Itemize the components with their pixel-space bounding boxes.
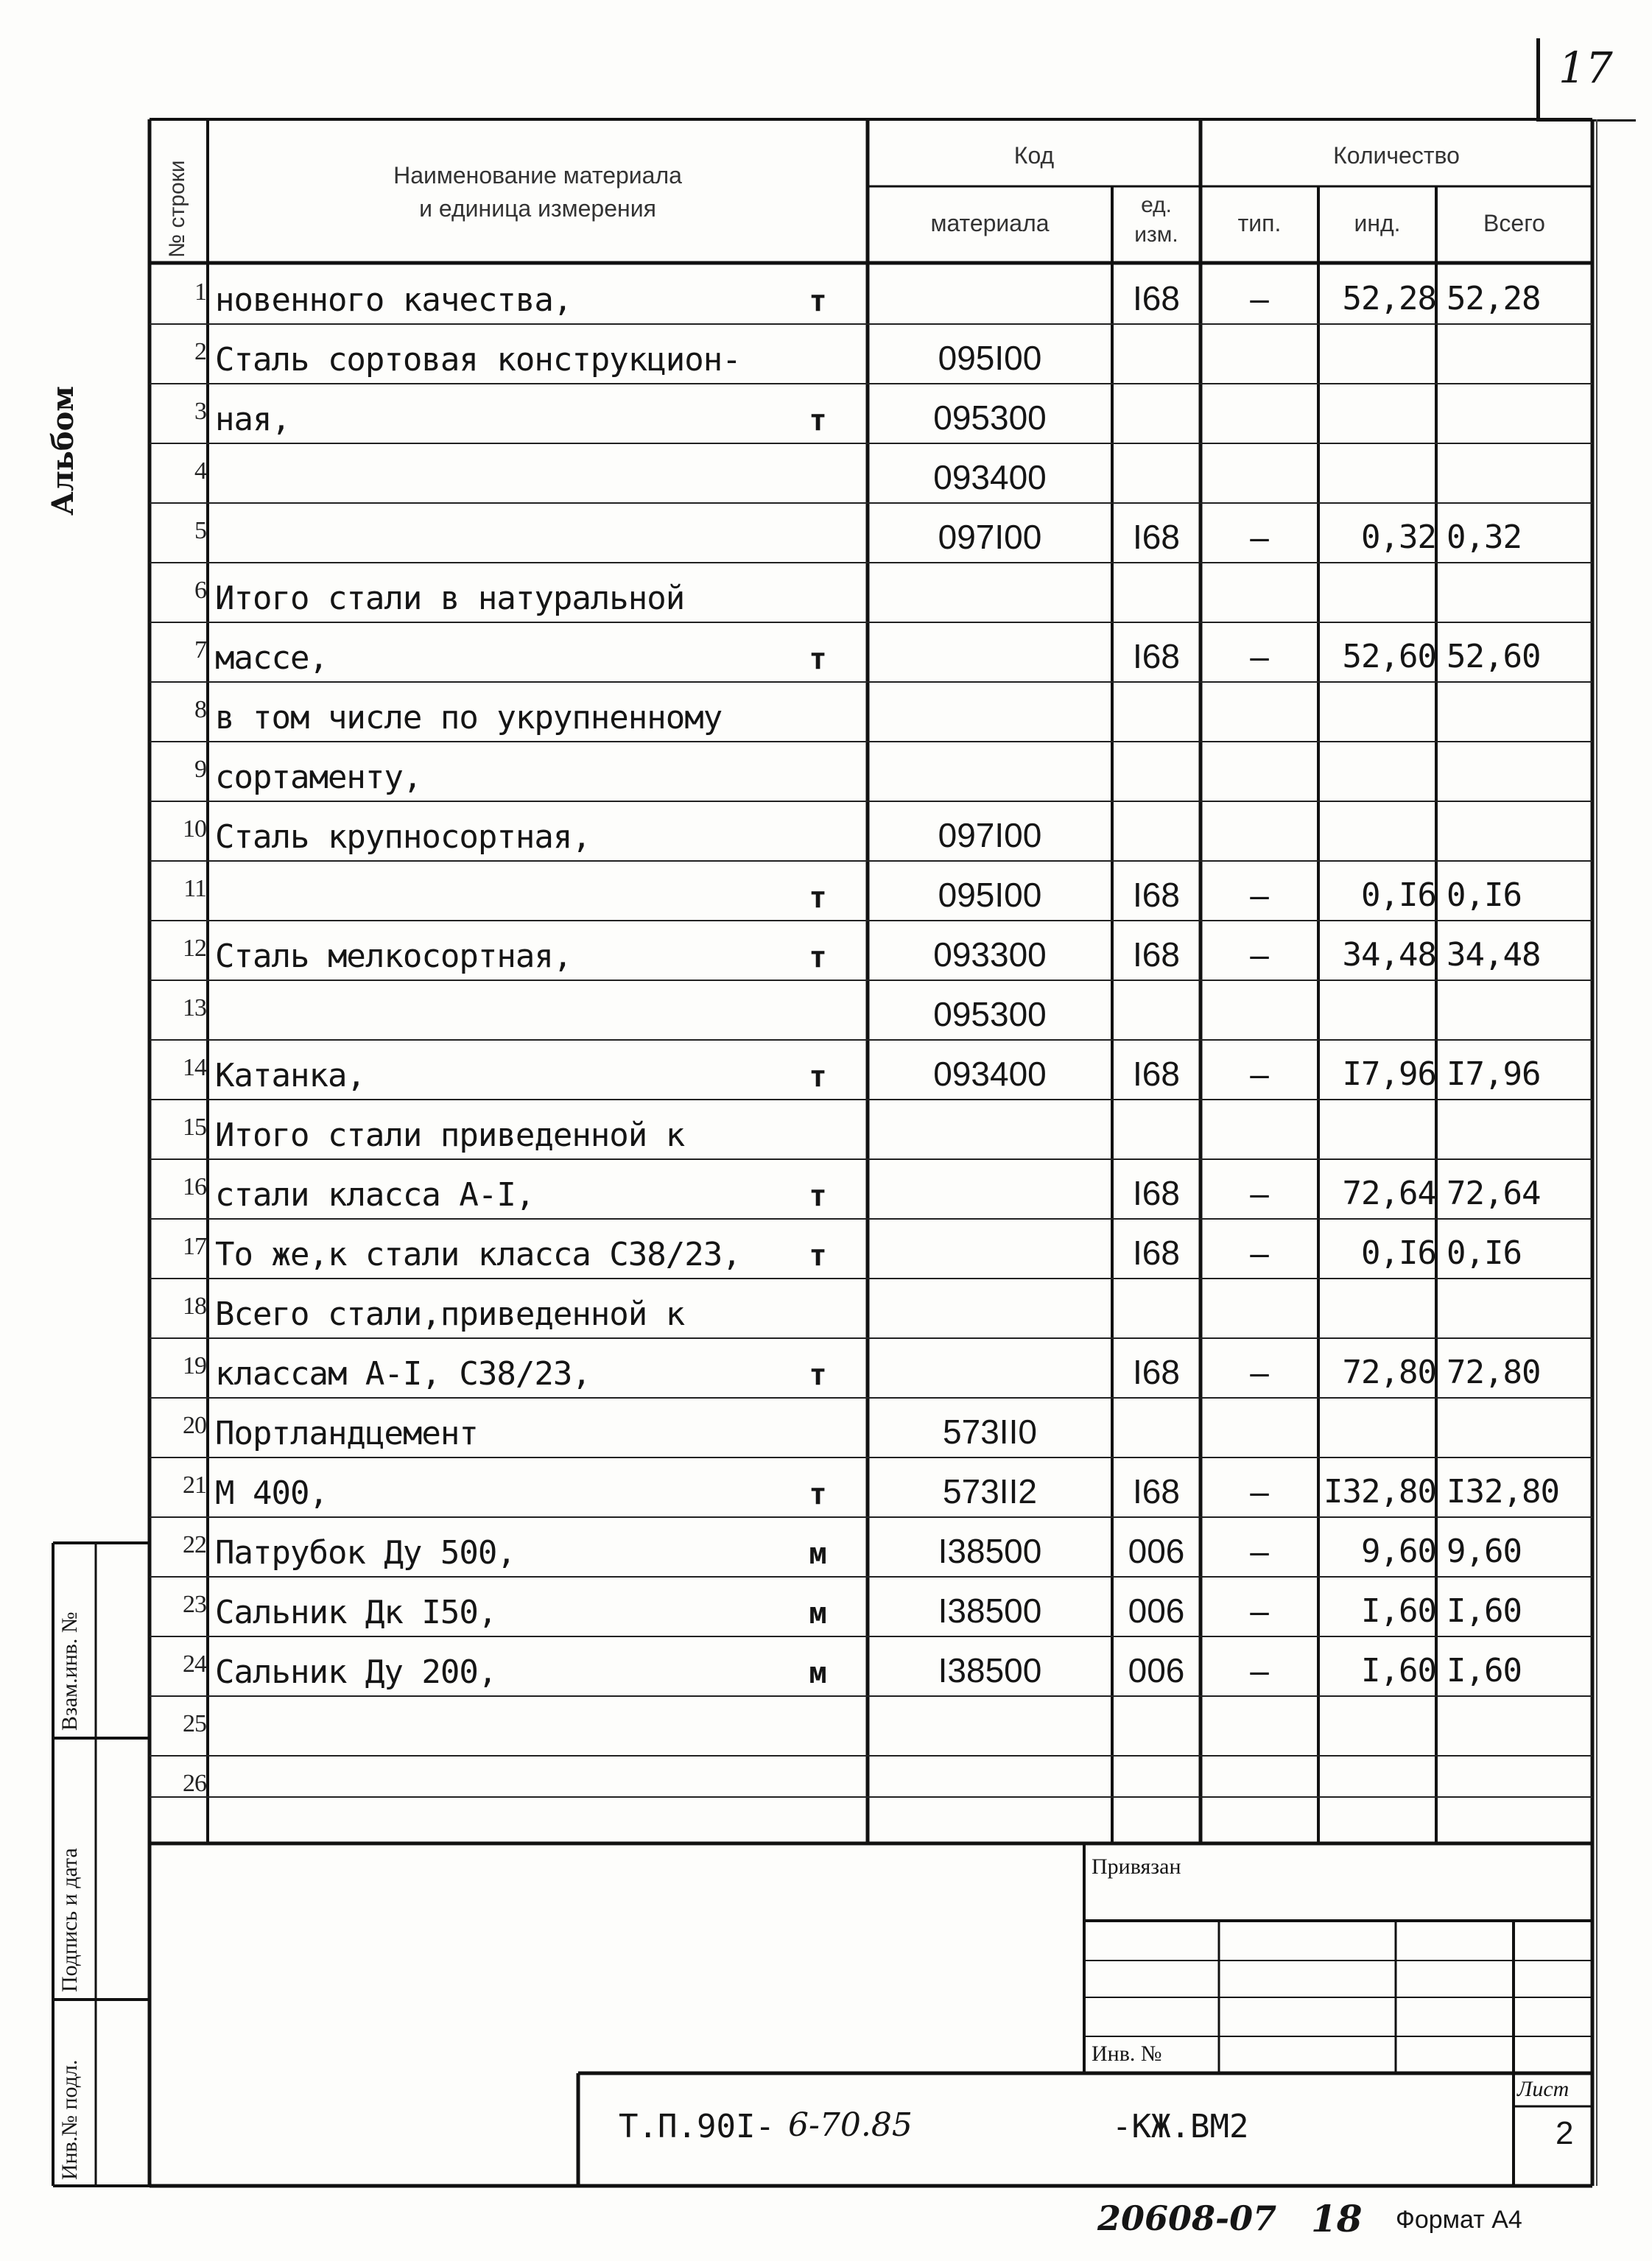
row-qty-ind: I7,96 [1342,1055,1436,1093]
row-number: 12 [183,935,206,962]
row-qty-typ: – [1250,935,1269,974]
row-material-name: То же,к стали класса С38/23, [215,1236,741,1273]
row-material-code: 095I00 [938,876,1042,914]
row-material-code: 095I00 [938,339,1042,377]
row-qty-total: 9,60 [1447,1533,1522,1570]
row-qty-total: 72,64 [1447,1175,1541,1212]
row-unit: т [809,1477,826,1511]
margin-vzam-inv: Взам.инв. № [57,1611,82,1731]
footer-hand-number: 20608-07 [1097,2198,1277,2238]
header-name-line2: и единица измерения [419,195,656,222]
row-qty-total: I,60 [1447,1652,1522,1689]
row-material-name: новенного качества, [215,281,572,319]
row-number: 21 [183,1471,206,1499]
row-number: 1 [194,278,206,306]
row-material-name: стали класса А-I, [215,1176,535,1214]
row-number: 10 [183,815,206,843]
row-number: 24 [183,1650,206,1678]
row-qty-total: I7,96 [1447,1055,1541,1093]
stamp-list-label: Лист [1517,2077,1570,2101]
row-number: 16 [183,1173,206,1200]
row-material-code: 093300 [933,935,1047,974]
row-qty-typ: – [1250,876,1269,914]
footer-hand-sheet: 18 [1311,2197,1363,2240]
row-unit: м [809,1597,826,1631]
row-qty-ind: 52,60 [1342,638,1436,675]
row-unit-code: 006 [1128,1592,1185,1630]
row-qty-ind: 52,28 [1342,280,1436,317]
row-qty-typ: – [1250,1234,1269,1272]
row-material-code: 097I00 [938,816,1042,854]
row-qty-ind: I,60 [1361,1592,1436,1630]
row-unit: т [809,940,826,974]
row-number: 18 [183,1293,206,1320]
row-unit: т [809,1239,826,1273]
row-number: 7 [194,636,206,664]
row-qty-ind: 0,I6 [1361,876,1436,914]
row-material-name: Сталь крупносортная, [215,818,591,856]
row-qty-total: 0,32 [1447,518,1522,556]
header-total: Всего [1483,210,1545,236]
row-unit-code: I68 [1133,1472,1180,1511]
row-material-name: Сталь сортовая конструкцион- [215,341,741,379]
row-qty-typ: – [1250,1532,1269,1570]
stamp-inv-no: Инв. № [1092,2042,1162,2066]
header-unit-line2: изм. [1134,222,1178,247]
row-material-name: Портландцемент [215,1415,478,1452]
row-qty-total: I32,80 [1447,1473,1559,1511]
row-material-name: Сталь мелкосортная, [215,938,572,975]
row-material-code: 097I00 [938,518,1042,556]
row-material-name: Сальник Ду 200, [215,1653,497,1691]
row-unit-code: I68 [1133,637,1180,675]
row-material-code: 093400 [933,458,1047,496]
row-number: 13 [183,994,206,1022]
row-qty-ind: 0,32 [1361,518,1436,556]
row-qty-total: 0,I6 [1447,876,1522,914]
row-unit: м [809,1537,826,1571]
row-material-code: 573II2 [943,1472,1037,1511]
row-unit-code: I68 [1133,1055,1180,1093]
row-material-code: I38500 [938,1651,1042,1689]
row-unit-code: 006 [1128,1532,1185,1570]
row-material-name: М 400, [215,1474,328,1512]
row-unit: т [809,881,826,915]
row-qty-typ: – [1250,279,1269,317]
row-number: 22 [183,1531,206,1558]
row-number: 20 [183,1412,206,1439]
header-unit-line1: ед. [1141,193,1172,217]
row-qty-typ: – [1250,1592,1269,1630]
row-unit-code: I68 [1133,279,1180,317]
header-code-group: Код [1013,142,1055,169]
row-unit-code: I68 [1133,876,1180,914]
footer-format: Формат А4 [1396,2206,1522,2234]
row-qty-total: 72,80 [1447,1354,1541,1391]
row-unit: т [809,1060,826,1094]
row-qty-ind: I32,80 [1324,1473,1436,1511]
row-number: 15 [183,1114,206,1141]
row-qty-ind: I,60 [1361,1652,1436,1689]
row-number: 5 [194,517,206,544]
header-typ: тип. [1237,210,1282,236]
row-material-code: I38500 [938,1532,1042,1570]
row-number: 6 [194,577,206,604]
row-unit: т [809,642,826,676]
row-qty-typ: – [1250,1651,1269,1689]
row-unit-code: 006 [1128,1651,1185,1689]
doc-code-left: Т.П.90I- [619,2108,775,2145]
row-number: 2 [194,338,206,365]
row-qty-typ: – [1250,1472,1269,1511]
header-row-no: № строки [165,160,189,258]
row-qty-total: 52,60 [1447,638,1541,675]
stamp-list-number: 2 [1556,2115,1574,2151]
row-qty-ind: 72,64 [1342,1175,1436,1212]
row-material-name: Итого стали приведенной к [215,1117,685,1154]
row-material-code: 573II0 [943,1413,1037,1451]
row-qty-total: 52,28 [1447,280,1541,317]
row-unit-code: I68 [1133,1353,1180,1391]
row-qty-typ: – [1250,1055,1269,1093]
row-qty-typ: – [1250,518,1269,556]
row-unit-code: I68 [1133,935,1180,974]
row-unit-code: I68 [1133,1174,1180,1212]
row-qty-typ: – [1250,1353,1269,1391]
row-number: 26 [183,1770,206,1797]
row-number: 3 [194,398,206,425]
header-material: материала [930,210,1050,236]
header-qty-group: Количество [1333,142,1460,169]
row-number: 17 [183,1233,206,1260]
row-material-name: Сальник Дк I50, [215,1594,497,1631]
album-label: Альбом [46,385,80,516]
header-name-line1: Наименование материала [393,162,682,189]
row-qty-typ: – [1250,1174,1269,1212]
row-material-code: 095300 [933,398,1047,437]
row-number: 9 [194,756,206,783]
row-qty-total: 34,48 [1447,936,1541,974]
row-unit: т [809,1179,826,1213]
row-material-name: в том числе по укрупненному [215,699,723,736]
row-qty-typ: – [1250,637,1269,675]
doc-code-right: -КЖ.ВМ2 [1112,2108,1249,2145]
row-qty-ind: 9,60 [1361,1533,1436,1570]
row-qty-total: 0,I6 [1447,1234,1522,1272]
row-number: 14 [183,1054,206,1081]
stamp-privyazan: Привязан [1092,1854,1181,1879]
row-number: 11 [183,875,206,902]
row-number: 8 [194,696,206,723]
margin-podpis-data: Подпись и дата [57,1848,82,1992]
row-material-code: 093400 [933,1055,1047,1093]
doc-code-handwritten: 6-70.85 [788,2106,913,2144]
row-unit: т [809,1358,826,1392]
row-unit-code: I68 [1133,518,1180,556]
row-material-name: сортаменту, [215,759,422,796]
row-material-name: классам А-I, С38/23, [215,1355,591,1393]
row-number: 4 [194,457,206,485]
row-qty-ind: 34,48 [1342,936,1436,974]
row-number: 25 [183,1710,206,1737]
row-qty-ind: 72,80 [1342,1354,1436,1391]
row-material-name: массе, [215,639,328,677]
row-material-code: I38500 [938,1592,1042,1630]
row-unit: т [809,404,826,437]
header-ind: инд. [1354,210,1401,236]
row-qty-total: I,60 [1447,1592,1522,1630]
row-unit-code: I68 [1133,1234,1180,1272]
row-unit: м [809,1656,826,1690]
row-material-code: 095300 [933,995,1047,1033]
row-material-name: Всего стали,приведенной к [215,1295,685,1333]
row-number: 23 [183,1591,206,1618]
row-number: 19 [183,1352,206,1379]
row-material-name: Патрубок Ду 500, [215,1534,516,1572]
row-qty-ind: 0,I6 [1361,1234,1436,1272]
page-number: 17 [1558,43,1613,93]
margin-inv-podl: Инв.№ подл. [57,2059,82,2180]
row-material-name: ная, [215,401,290,438]
row-material-name: Итого стали в натуральной [215,580,685,617]
row-material-name: Катанка, [215,1057,365,1094]
row-unit: т [809,284,826,318]
